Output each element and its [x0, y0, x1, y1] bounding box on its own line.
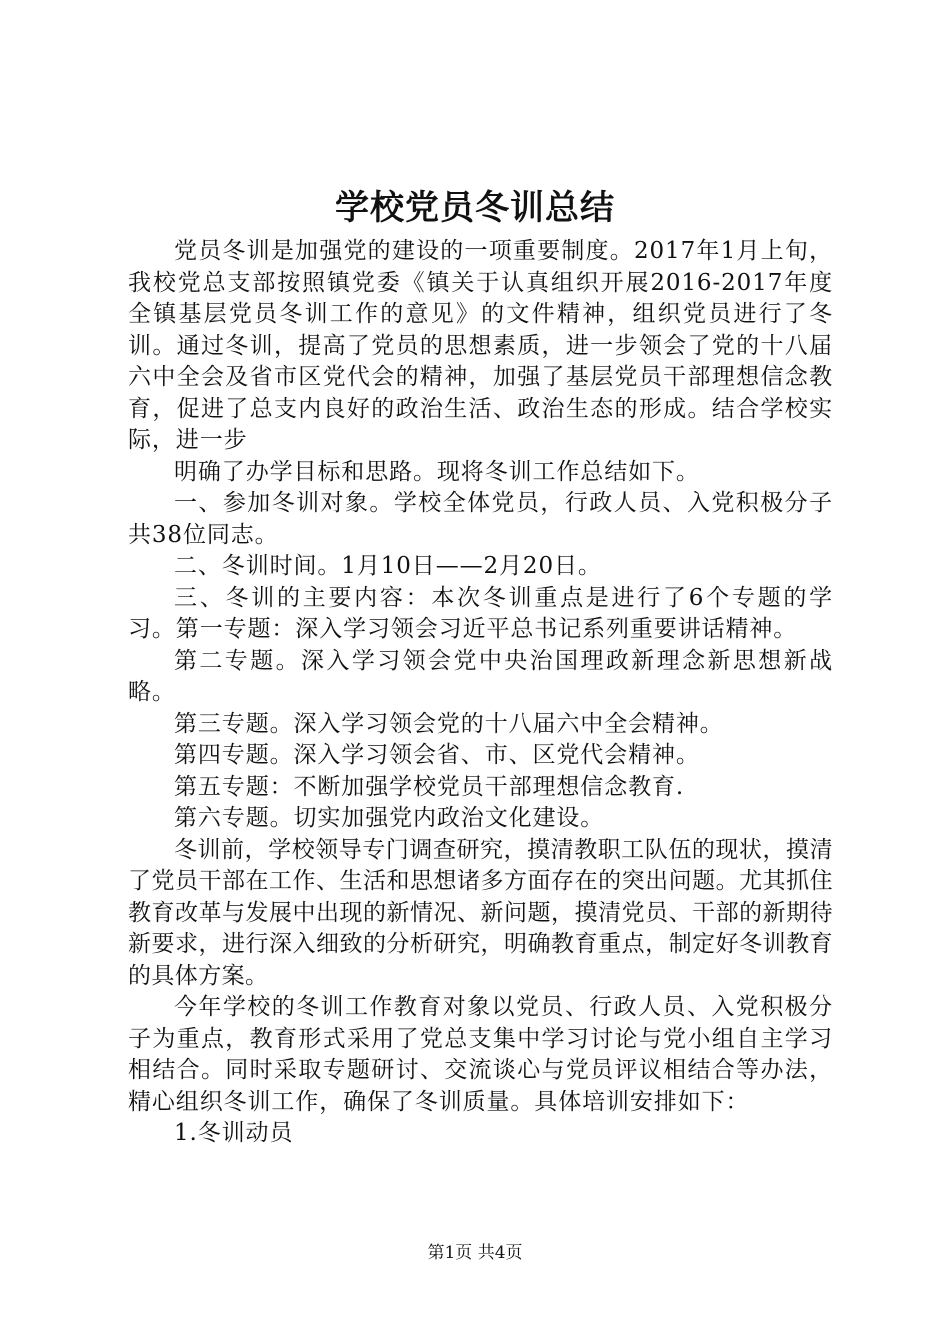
- document-body: [128, 236, 833, 1150]
- page-footer: 第1页 共4页: [427, 1243, 523, 1263]
- paragraph-topic-3: 第三专题。深入学习领会党的十八届六中全会精神。: [174, 710, 724, 737]
- paragraph-topic-2: 第二专题。深入学习领会党中央治国理政新理念新思想新战略。: [128, 647, 833, 705]
- paragraph-intro: 党员冬训是加强党的建设的一项重要制度。2017年1月上旬，我校党总支部按照镇党委《镇关于认真组织开展2016-2017年度全镇基层党员冬训工作的意见》的文件精神，组织党员进行了冬训。通过冬训，提高了党员的思想素质，进一步领会了党的十八届六中全会及省市区党代会的精神，加强了基层党员干部理想信念教育，促进了总支内良好的政治生活、政治生态的形成。结合学校实际，进一步: [128, 238, 833, 453]
- paragraph-arrangement: 今年学校的冬训工作教育对象以党员、行政人员、入党积极分子为重点，教育形式采用了党总支集中学习讨论与党小组自主学习相结合。同时采取专题研讨、交流谈心与党员评议相结合等办法，精心组织冬训工作，确保了冬训质量。具体培训安排如下：: [128, 994, 833, 1115]
- paragraph-schedule: 二、冬训时间。1月10日——2月20日。: [174, 553, 602, 579]
- paragraph-topic-5: 第五专题：不断加强学校党员干部理想信念教育.: [174, 773, 685, 800]
- document-title: 学校党员冬训总结: [335, 188, 615, 228]
- paragraph-preparation: 冬训前，学校领导专门调查研究，摸清教职工队伍的现状，摸清了党员干部在工作、生活和思想诸多方面存在的突出问题。尤其抓住教育改革与发展中出现的新情况、新问题，摸清党员、干部的新期待新要求，进行深入细致的分析研究，明确教育重点，制定好冬训教育的具体方案。: [128, 836, 833, 989]
- paragraph-topic-4: 第四专题。深入学习领会省、市、区党代会精神。: [174, 742, 700, 768]
- paragraph-participants: 一、参加冬训对象。学校全体党员，行政人员、入党积极分子共38位同志。: [128, 490, 833, 548]
- paragraph-mobilization: 1.冬训动员: [174, 1120, 294, 1146]
- paragraph-goals: 明确了办学目标和思路。现将冬训工作总结如下。: [174, 458, 700, 485]
- paragraph-main-content: 三、冬训的主要内容：本次冬训重点是进行了6个专题的学习。第一专题：深入学习领会习近平总书记系列重要讲话精神。: [128, 584, 833, 642]
- paragraph-topic-6: 第六专题。切实加强党内政治文化建设。: [174, 805, 605, 831]
